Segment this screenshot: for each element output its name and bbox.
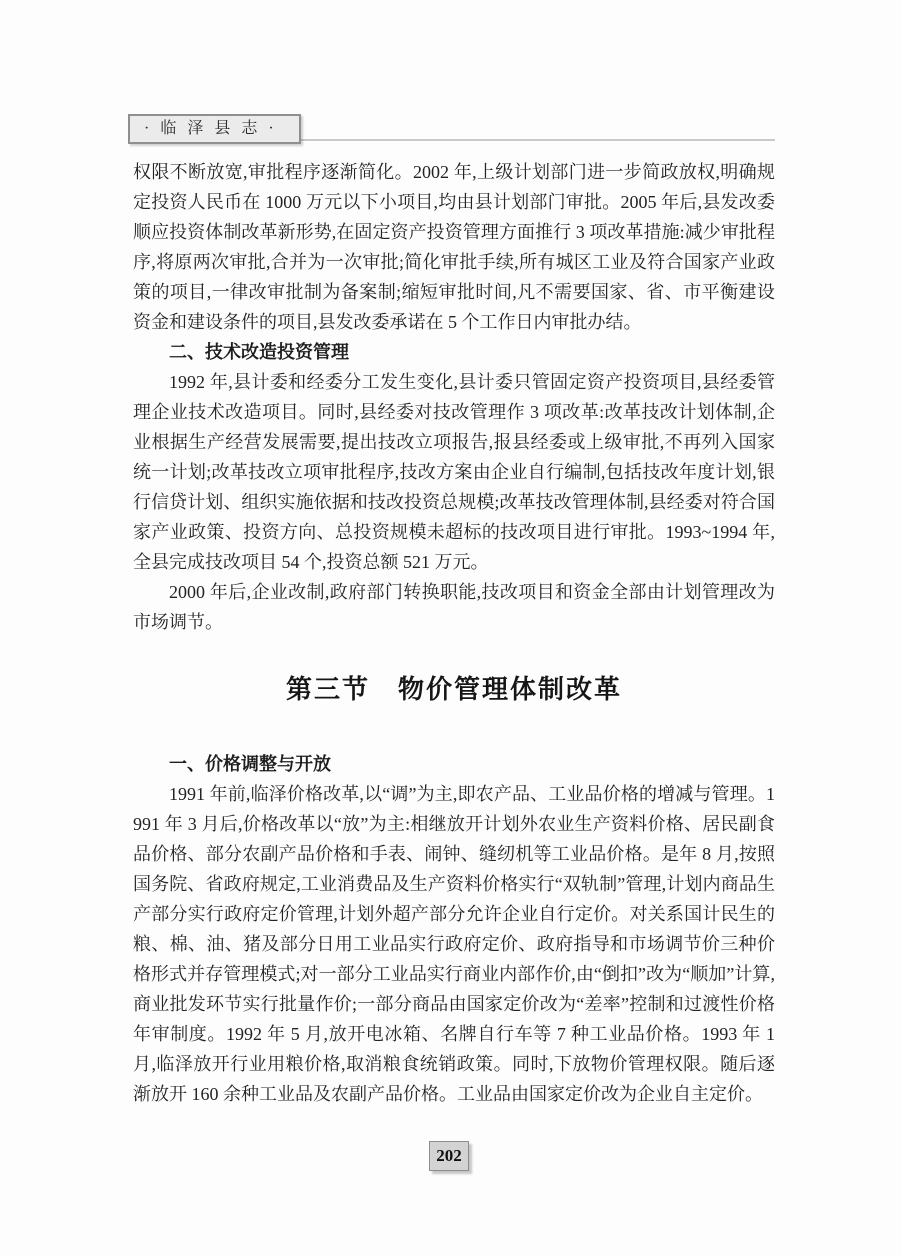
paragraph-tech-reform: 1992 年,县计委和经委分工发生变化,县计委只管固定资产投资项目,县经委管理企业技术改造项目。同时,县经委对技改管理作 3 项改革:改革技改计划体制,企业根据生产经营发展需要,提出技改立项报告,报县经委或上级审批,不再列入国家统一计划;改革技改立项审批程序,技改方案由企业自行编制,包括技改年度计划,银行信贷计划、组织实施依据和技改投资总规模;改革技改管理体制,县经委对符合国家产业政策、投资方向、总投资规模未超标的技改项目进行审批。1993~1994 年,全县完成技改项目 54 个,投资总额 521 万元。 [133,372,775,572]
page-number: 202 [436,1146,462,1165]
page-number-box [429,1141,469,1171]
paragraph-tech-2000: 2000 年后,企业改制,政府部门转换职能,技改项目和资金全部由计划管理改为市场调节。 [133,582,775,632]
paragraph-price-reform: 1991 年前,临泽价格改革,以“调”为主,即农产品、工业品价格的增减与管理。1991 年 3 月后,价格改革以“放”为主:相继放开计划外农业生产资料价格、居民副食品价格、部分农副产品价格和手表、闹钟、缝纫机等工业品价格。是年 8 月,按照国务院、省政府规定,工业消费品及生产资料价格实行“双轨制”管理,计划内商品生产部分实行政府定价管理,计划外超产部分允许企业自行定价。对关系国计民生的粮、棉、油、猪及部分日用工业品实行政府定价、政府指导和市场调节价三种价格形式并存管理模式;对一部分工业品实行商业内部作价,由“倒扣”改为“顺加”计算,商业批发环节实行批量作价;一部分商品由国家定价改为“差率”控制和过渡性价格年审制度。1992 年 5 月,放开电冰箱、名牌自行车等 7 种工业品价格。1993 年 1 月,临泽放开行业用粮价格,取消粮食统销政策。同时,下放物价管理权限。随后逐渐放开 160 余种工业品及农副产品价格。工业品由国家定价改为企业自主定价。 [133,784,775,1104]
book-title-box [128,114,301,144]
section-title: 第三节 物价管理体制改革 [285,675,622,704]
paragraph-investment-approval: 权限不断放宽,审批程序逐渐简化。2002 年,上级计划部门进一步简政放权,明确规定投资人民币在 1000 万元以下小项目,均由县计划部门审批。2005 年后,县发改委顺应投资体制改革新形势,在固定资产投资管理方面推行 3 项改革措施:减少审批程序,将原两次审批,合并为一次审批;简化审批手续,所有城区工业及符合国家产业政策的项目,一律改审批制为备案制;缩短审批时间,凡不需要国家、省、市平衡建设资金和建设条件的项目,县发改委承诺在 5 个工作日内审批办结。 [133,162,775,332]
subsection-heading-price: 一、价格调整与开放 [169,754,331,774]
subsection-heading-tech-investment: 二、技术改造投资管理 [169,342,349,362]
page-content [133,157,775,1109]
book-title: ·临泽县志· [144,120,285,137]
running-header [128,114,775,142]
